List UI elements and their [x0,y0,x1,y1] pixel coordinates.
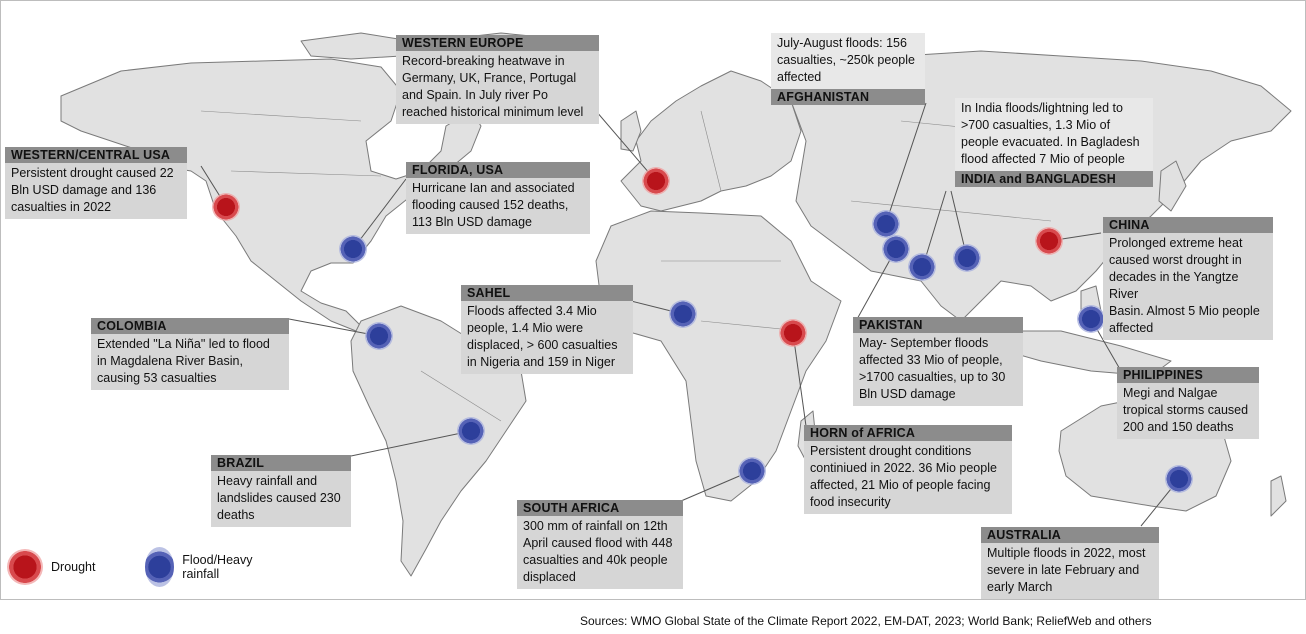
marker-pakistan [882,235,910,263]
callout-body: Record-breaking heatwave in Germany, UK, France, Portugal and Spain. In July river Po reached historical minimum level [396,51,599,124]
callout-title: WESTERN/CENTRAL USA [5,147,187,163]
callout-horn-africa [804,425,1012,514]
callout-body: In India floods/lightning led to >700 casualties, 1.3 Mio of people evacuated. In Bagladesh flood affected 7 Mio of people [955,98,1153,171]
callout-body: Floods affected 3.4 Mio people, 1.4 Mio were displaced, > 600 casualties in Nigeria and 159 in Niger [461,301,633,374]
marker-china [1035,227,1063,255]
marker-horn-africa [779,319,807,347]
marker-australia [1165,465,1193,493]
marker-western-usa [212,193,240,221]
legend-flood-label: Flood/Heavy rainfall [182,553,253,581]
legend-drought-label: Drought [51,560,96,574]
callout-title: AFGHANISTAN [771,89,925,105]
callout-body: May- September floods affected 33 Mio of people, >1700 casualties, up to 30 Bln USD damage [853,333,1023,406]
callout-china [1103,217,1273,340]
marker-western-europe [642,167,670,195]
callout-title: CHINA [1103,217,1273,233]
callout-title: HORN of AFRICA [804,425,1012,441]
marker-brazil [457,417,485,445]
legend-flood-icon [145,547,174,587]
leader-afghanistan [886,103,926,223]
marker-florida [339,235,367,263]
callout-india-bangladesh [955,98,1153,187]
leader-brazil [351,431,471,456]
callout-florida [406,162,590,234]
callout-body: Hurricane Ian and associated flooding caused 152 deaths, 113 Bln USD damage [406,178,590,234]
callout-south-africa [517,500,683,589]
callout-body: Megi and Nalgae tropical storms caused 200 and 150 deaths [1117,383,1259,439]
callout-philippines [1117,367,1259,439]
callout-body: Heavy rainfall and landslides caused 230 deaths [211,471,351,527]
callout-western-central-usa [5,147,187,219]
callout-body: 300 mm of rainfall on 12th April caused flood with 448 casualties and 40k people displaced [517,516,683,589]
callout-title: INDIA and BANGLADESH [955,171,1153,187]
marker-colombia [365,322,393,350]
marker-south-africa [738,457,766,485]
marker-afghanistan [872,210,900,238]
marker-philippines [1077,305,1105,333]
callout-body: Prolonged extreme heat caused worst drought in decades in the Yangtze River Basin. Almost 5 Mio people affected [1103,233,1273,340]
marker-bangladesh [953,244,981,272]
callout-title: COLOMBIA [91,318,289,334]
callout-western-europe [396,35,599,124]
callout-pakistan [853,317,1023,406]
marker-sahel [669,300,697,328]
callout-title: AUSTRALIA [981,527,1159,543]
callout-afghanistan [771,33,925,105]
legend-item-drought [7,547,95,587]
callout-title: FLORIDA, USA [406,162,590,178]
marker-india [908,253,936,281]
callout-sahel [461,285,633,374]
callout-title: PAKISTAN [853,317,1023,333]
legend-drought-icon [7,549,43,585]
callout-title: WESTERN EUROPE [396,35,599,51]
callout-title: SAHEL [461,285,633,301]
callout-body: July-August floods: 156 casualties, ~250k people affected [771,33,925,89]
callout-title: PHILIPPINES [1117,367,1259,383]
callout-title: SOUTH AFRICA [517,500,683,516]
callout-title: BRAZIL [211,455,351,471]
callout-body: Extended "La Niña" led to flood in Magdalena River Basin, causing 53 casualties [91,334,289,390]
sources-note: Sources: WMO Global State of the Climate Report 2022, EM-DAT, 2023; World Bank; ReliefWeb and others [580,614,1152,628]
callout-body: Multiple floods in 2022, most severe in late February and early March [981,543,1159,599]
callout-brazil [211,455,351,527]
callout-body: Persistent drought caused 22 Bln USD damage and 136 casualties in 2022 [5,163,187,219]
legend-item-flood [145,547,263,587]
callout-australia [981,527,1159,599]
callout-colombia [91,318,289,390]
callout-body: Persistent drought conditions continiued in 2022. 36 Mio people affected, 21 Mio of people facing food insecurity [804,441,1012,514]
leader-horn-africa [793,333,806,426]
